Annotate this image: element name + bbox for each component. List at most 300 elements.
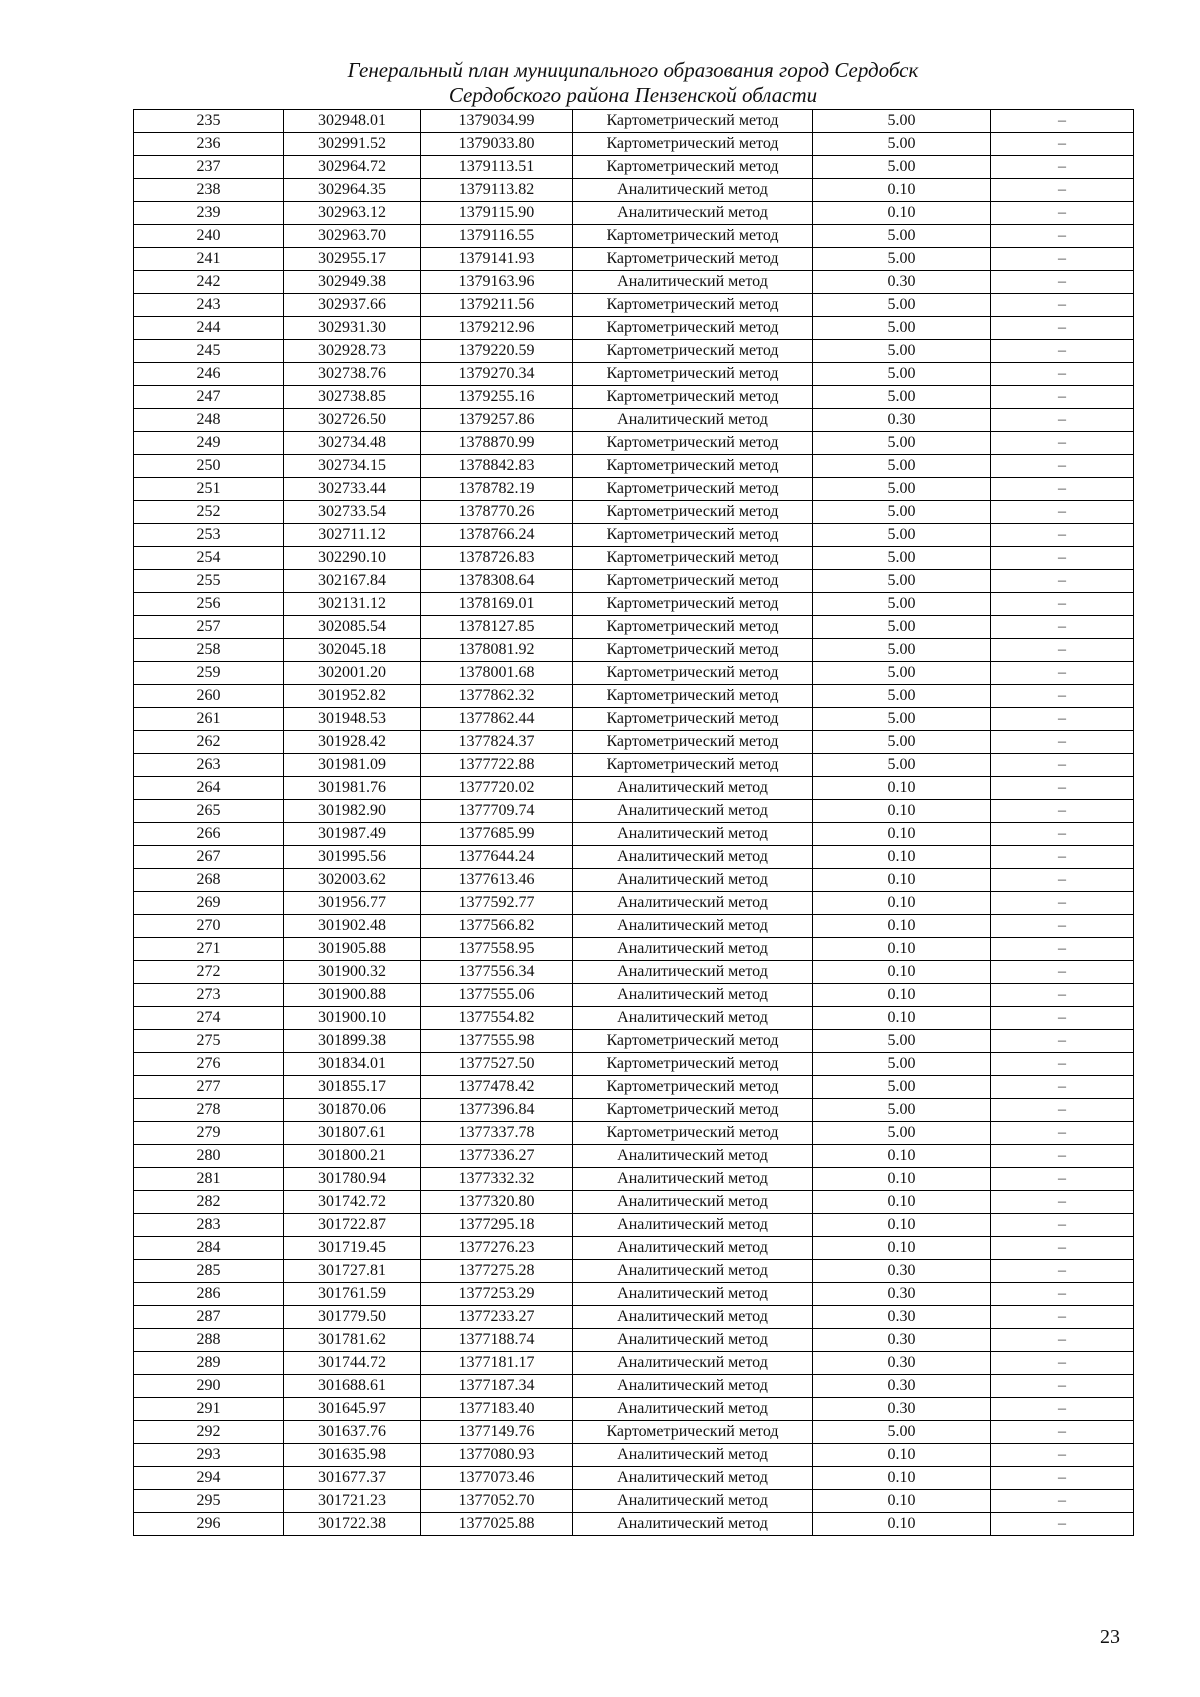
accuracy-cell: 0.10 <box>813 179 991 202</box>
y-coordinate-cell: 1377558.95 <box>421 938 573 961</box>
y-coordinate-cell: 1378782.19 <box>421 478 573 501</box>
table-row <box>134 317 1134 340</box>
note-cell: – <box>991 1329 1134 1352</box>
note-cell: – <box>991 156 1134 179</box>
point-number-cell: 295 <box>134 1490 284 1513</box>
x-coordinate-cell: 302948.01 <box>284 110 421 133</box>
point-number-cell: 256 <box>134 593 284 616</box>
y-coordinate-cell: 1379211.56 <box>421 294 573 317</box>
header-line-1: Генеральный план муниципального образования город Сердобск <box>347 58 919 82</box>
y-coordinate-cell: 1377556.34 <box>421 961 573 984</box>
method-cell: Картометрический метод <box>573 432 813 455</box>
table-row <box>134 915 1134 938</box>
point-number-cell: 243 <box>134 294 284 317</box>
note-cell: – <box>991 685 1134 708</box>
accuracy-cell: 5.00 <box>813 225 991 248</box>
table-row <box>134 478 1134 501</box>
point-number-cell: 276 <box>134 1053 284 1076</box>
x-coordinate-cell: 301995.56 <box>284 846 421 869</box>
x-coordinate-cell: 301742.72 <box>284 1191 421 1214</box>
x-coordinate-cell: 302726.50 <box>284 409 421 432</box>
method-cell: Картометрический метод <box>573 363 813 386</box>
table-row <box>134 1283 1134 1306</box>
accuracy-cell: 5.00 <box>813 133 991 156</box>
accuracy-cell: 5.00 <box>813 616 991 639</box>
table-row <box>134 501 1134 524</box>
point-number-cell: 283 <box>134 1214 284 1237</box>
accuracy-cell: 5.00 <box>813 294 991 317</box>
y-coordinate-cell: 1377187.34 <box>421 1375 573 1398</box>
x-coordinate-cell: 301781.62 <box>284 1329 421 1352</box>
method-cell: Аналитический метод <box>573 1214 813 1237</box>
y-coordinate-cell: 1377613.46 <box>421 869 573 892</box>
y-coordinate-cell: 1379113.82 <box>421 179 573 202</box>
method-cell: Аналитический метод <box>573 202 813 225</box>
table-row <box>134 938 1134 961</box>
method-cell: Аналитический метод <box>573 1191 813 1214</box>
method-cell: Картометрический метод <box>573 248 813 271</box>
x-coordinate-cell: 301905.88 <box>284 938 421 961</box>
note-cell: – <box>991 478 1134 501</box>
x-coordinate-cell: 302964.72 <box>284 156 421 179</box>
x-coordinate-cell: 302991.52 <box>284 133 421 156</box>
y-coordinate-cell: 1377149.76 <box>421 1421 573 1444</box>
table-row <box>134 1191 1134 1214</box>
y-coordinate-cell: 1378308.64 <box>421 570 573 593</box>
accuracy-cell: 0.10 <box>813 1467 991 1490</box>
x-coordinate-cell: 301900.10 <box>284 1007 421 1030</box>
point-number-cell: 296 <box>134 1513 284 1536</box>
note-cell: – <box>991 1421 1134 1444</box>
table-row <box>134 570 1134 593</box>
table-row <box>134 1421 1134 1444</box>
accuracy-cell: 5.00 <box>813 317 991 340</box>
method-cell: Аналитический метод <box>573 1375 813 1398</box>
accuracy-cell: 0.10 <box>813 777 991 800</box>
point-number-cell: 238 <box>134 179 284 202</box>
point-number-cell: 259 <box>134 662 284 685</box>
accuracy-cell: 5.00 <box>813 432 991 455</box>
table-row <box>134 685 1134 708</box>
point-number-cell: 252 <box>134 501 284 524</box>
y-coordinate-cell: 1377295.18 <box>421 1214 573 1237</box>
note-cell: – <box>991 593 1134 616</box>
method-cell: Аналитический метод <box>573 938 813 961</box>
accuracy-cell: 5.00 <box>813 708 991 731</box>
note-cell: – <box>991 248 1134 271</box>
point-number-cell: 270 <box>134 915 284 938</box>
note-cell: – <box>991 1490 1134 1513</box>
x-coordinate-cell: 301722.87 <box>284 1214 421 1237</box>
table-row <box>134 593 1134 616</box>
note-cell: – <box>991 1076 1134 1099</box>
method-cell: Картометрический метод <box>573 501 813 524</box>
x-coordinate-cell: 301744.72 <box>284 1352 421 1375</box>
y-coordinate-cell: 1377025.88 <box>421 1513 573 1536</box>
point-number-cell: 284 <box>134 1237 284 1260</box>
x-coordinate-cell: 302711.12 <box>284 524 421 547</box>
x-coordinate-cell: 301637.76 <box>284 1421 421 1444</box>
table-row <box>134 777 1134 800</box>
x-coordinate-cell: 301900.88 <box>284 984 421 1007</box>
method-cell: Аналитический метод <box>573 892 813 915</box>
y-coordinate-cell: 1377555.06 <box>421 984 573 1007</box>
accuracy-cell: 0.30 <box>813 271 991 294</box>
table-row <box>134 662 1134 685</box>
point-number-cell: 262 <box>134 731 284 754</box>
method-cell: Аналитический метод <box>573 800 813 823</box>
accuracy-cell: 0.30 <box>813 1306 991 1329</box>
point-number-cell: 272 <box>134 961 284 984</box>
x-coordinate-cell: 302045.18 <box>284 639 421 662</box>
table-row <box>134 409 1134 432</box>
table-row <box>134 363 1134 386</box>
y-coordinate-cell: 1379255.16 <box>421 386 573 409</box>
table-row <box>134 1352 1134 1375</box>
point-number-cell: 282 <box>134 1191 284 1214</box>
point-number-cell: 265 <box>134 800 284 823</box>
y-coordinate-cell: 1377336.27 <box>421 1145 573 1168</box>
x-coordinate-cell: 301870.06 <box>284 1099 421 1122</box>
method-cell: Аналитический метод <box>573 1513 813 1536</box>
point-number-cell: 241 <box>134 248 284 271</box>
method-cell: Картометрический метод <box>573 524 813 547</box>
table-row <box>134 225 1134 248</box>
accuracy-cell: 0.10 <box>813 915 991 938</box>
accuracy-cell: 0.30 <box>813 1375 991 1398</box>
accuracy-cell: 5.00 <box>813 639 991 662</box>
note-cell: – <box>991 662 1134 685</box>
point-number-cell: 257 <box>134 616 284 639</box>
y-coordinate-cell: 1379141.93 <box>421 248 573 271</box>
point-number-cell: 240 <box>134 225 284 248</box>
method-cell: Картометрический метод <box>573 386 813 409</box>
accuracy-cell: 5.00 <box>813 340 991 363</box>
y-coordinate-cell: 1377181.17 <box>421 1352 573 1375</box>
note-cell: – <box>991 501 1134 524</box>
x-coordinate-cell: 302949.38 <box>284 271 421 294</box>
accuracy-cell: 0.10 <box>813 846 991 869</box>
accuracy-cell: 0.30 <box>813 1352 991 1375</box>
table-row <box>134 1260 1134 1283</box>
y-coordinate-cell: 1379113.51 <box>421 156 573 179</box>
method-cell: Картометрический метод <box>573 133 813 156</box>
point-number-cell: 294 <box>134 1467 284 1490</box>
point-number-cell: 269 <box>134 892 284 915</box>
method-cell: Картометрический метод <box>573 294 813 317</box>
table-row <box>134 754 1134 777</box>
accuracy-cell: 0.10 <box>813 1168 991 1191</box>
table-row <box>134 248 1134 271</box>
point-number-cell: 253 <box>134 524 284 547</box>
point-number-cell: 250 <box>134 455 284 478</box>
x-coordinate-cell: 302131.12 <box>284 593 421 616</box>
point-number-cell: 293 <box>134 1444 284 1467</box>
accuracy-cell: 0.30 <box>813 1398 991 1421</box>
accuracy-cell: 0.10 <box>813 1007 991 1030</box>
point-number-cell: 271 <box>134 938 284 961</box>
method-cell: Картометрический метод <box>573 593 813 616</box>
y-coordinate-cell: 1377396.84 <box>421 1099 573 1122</box>
accuracy-cell: 0.10 <box>813 892 991 915</box>
point-number-cell: 289 <box>134 1352 284 1375</box>
x-coordinate-cell: 301722.38 <box>284 1513 421 1536</box>
y-coordinate-cell: 1377337.78 <box>421 1122 573 1145</box>
note-cell: – <box>991 1375 1134 1398</box>
method-cell: Аналитический метод <box>573 1283 813 1306</box>
table-row <box>134 1053 1134 1076</box>
y-coordinate-cell: 1379257.86 <box>421 409 573 432</box>
page-number: 23 <box>1100 1626 1120 1648</box>
point-number-cell: 242 <box>134 271 284 294</box>
accuracy-cell: 0.10 <box>813 1191 991 1214</box>
method-cell: Аналитический метод <box>573 1329 813 1352</box>
accuracy-cell: 0.30 <box>813 1283 991 1306</box>
accuracy-cell: 5.00 <box>813 110 991 133</box>
note-cell: – <box>991 1122 1134 1145</box>
y-coordinate-cell: 1377478.42 <box>421 1076 573 1099</box>
accuracy-cell: 5.00 <box>813 478 991 501</box>
method-cell: Картометрический метод <box>573 1122 813 1145</box>
point-number-cell: 237 <box>134 156 284 179</box>
y-coordinate-cell: 1379034.99 <box>421 110 573 133</box>
y-coordinate-cell: 1378770.26 <box>421 501 573 524</box>
y-coordinate-cell: 1379163.96 <box>421 271 573 294</box>
accuracy-cell: 5.00 <box>813 1099 991 1122</box>
accuracy-cell: 0.10 <box>813 1214 991 1237</box>
y-coordinate-cell: 1377183.40 <box>421 1398 573 1421</box>
note-cell: – <box>991 777 1134 800</box>
note-cell: – <box>991 524 1134 547</box>
point-number-cell: 246 <box>134 363 284 386</box>
method-cell: Картометрический метод <box>573 1030 813 1053</box>
table-row <box>134 340 1134 363</box>
note-cell: – <box>991 731 1134 754</box>
method-cell: Картометрический метод <box>573 156 813 179</box>
note-cell: – <box>991 432 1134 455</box>
point-number-cell: 239 <box>134 202 284 225</box>
table-row <box>134 708 1134 731</box>
note-cell: – <box>991 110 1134 133</box>
table-row <box>134 524 1134 547</box>
note-cell: – <box>991 938 1134 961</box>
accuracy-cell: 0.10 <box>813 1237 991 1260</box>
note-cell: – <box>991 1030 1134 1053</box>
header-line-2: Сердобского района Пензенской области <box>448 83 818 107</box>
note-cell: – <box>991 915 1134 938</box>
point-number-cell: 261 <box>134 708 284 731</box>
x-coordinate-cell: 301948.53 <box>284 708 421 731</box>
y-coordinate-cell: 1377527.50 <box>421 1053 573 1076</box>
method-cell: Картометрический метод <box>573 225 813 248</box>
note-cell: – <box>991 869 1134 892</box>
method-cell: Картометрический метод <box>573 110 813 133</box>
table-row <box>134 984 1134 1007</box>
point-number-cell: 254 <box>134 547 284 570</box>
x-coordinate-cell: 301902.48 <box>284 915 421 938</box>
x-coordinate-cell: 302734.15 <box>284 455 421 478</box>
table-row <box>134 1076 1134 1099</box>
accuracy-cell: 5.00 <box>813 1030 991 1053</box>
x-coordinate-cell: 302167.84 <box>284 570 421 593</box>
point-number-cell: 247 <box>134 386 284 409</box>
method-cell: Аналитический метод <box>573 1145 813 1168</box>
note-cell: – <box>991 340 1134 363</box>
x-coordinate-cell: 302963.70 <box>284 225 421 248</box>
x-coordinate-cell: 301987.49 <box>284 823 421 846</box>
table-row <box>134 1214 1134 1237</box>
note-cell: – <box>991 1467 1134 1490</box>
table-row <box>134 1398 1134 1421</box>
x-coordinate-cell: 301721.23 <box>284 1490 421 1513</box>
note-cell: – <box>991 639 1134 662</box>
point-number-cell: 258 <box>134 639 284 662</box>
table-row <box>134 1467 1134 1490</box>
point-number-cell: 281 <box>134 1168 284 1191</box>
note-cell: – <box>991 1191 1134 1214</box>
x-coordinate-cell: 302931.30 <box>284 317 421 340</box>
y-coordinate-cell: 1377052.70 <box>421 1490 573 1513</box>
y-coordinate-cell: 1377275.28 <box>421 1260 573 1283</box>
x-coordinate-cell: 301719.45 <box>284 1237 421 1260</box>
point-number-cell: 273 <box>134 984 284 1007</box>
y-coordinate-cell: 1377253.29 <box>421 1283 573 1306</box>
y-coordinate-cell: 1378766.24 <box>421 524 573 547</box>
x-coordinate-cell: 302085.54 <box>284 616 421 639</box>
y-coordinate-cell: 1378001.68 <box>421 662 573 685</box>
table-row <box>134 1513 1134 1536</box>
y-coordinate-cell: 1377188.74 <box>421 1329 573 1352</box>
accuracy-cell: 0.10 <box>813 984 991 1007</box>
method-cell: Картометрический метод <box>573 731 813 754</box>
method-cell: Аналитический метод <box>573 984 813 1007</box>
point-number-cell: 274 <box>134 1007 284 1030</box>
method-cell: Аналитический метод <box>573 1444 813 1467</box>
method-cell: Аналитический метод <box>573 1306 813 1329</box>
accuracy-cell: 5.00 <box>813 524 991 547</box>
note-cell: – <box>991 294 1134 317</box>
method-cell: Аналитический метод <box>573 409 813 432</box>
note-cell: – <box>991 1214 1134 1237</box>
method-cell: Картометрический метод <box>573 1099 813 1122</box>
table-row <box>134 1490 1134 1513</box>
note-cell: – <box>991 1053 1134 1076</box>
table-row <box>134 455 1134 478</box>
y-coordinate-cell: 1377555.98 <box>421 1030 573 1053</box>
note-cell: – <box>991 1099 1134 1122</box>
accuracy-cell: 0.10 <box>813 961 991 984</box>
note-cell: – <box>991 1444 1134 1467</box>
note-cell: – <box>991 409 1134 432</box>
method-cell: Аналитический метод <box>573 869 813 892</box>
method-cell: Картометрический метод <box>573 547 813 570</box>
point-number-cell: 267 <box>134 846 284 869</box>
method-cell: Аналитический метод <box>573 961 813 984</box>
accuracy-cell: 5.00 <box>813 501 991 524</box>
y-coordinate-cell: 1379220.59 <box>421 340 573 363</box>
accuracy-cell: 0.10 <box>813 823 991 846</box>
method-cell: Картометрический метод <box>573 754 813 777</box>
x-coordinate-cell: 301677.37 <box>284 1467 421 1490</box>
x-coordinate-cell: 301645.97 <box>284 1398 421 1421</box>
accuracy-cell: 0.10 <box>813 869 991 892</box>
x-coordinate-cell: 301807.61 <box>284 1122 421 1145</box>
table-row <box>134 432 1134 455</box>
y-coordinate-cell: 1377554.82 <box>421 1007 573 1030</box>
point-number-cell: 245 <box>134 340 284 363</box>
table-row <box>134 892 1134 915</box>
method-cell: Картометрический метод <box>573 685 813 708</box>
y-coordinate-cell: 1377276.23 <box>421 1237 573 1260</box>
note-cell: – <box>991 455 1134 478</box>
y-coordinate-cell: 1377566.82 <box>421 915 573 938</box>
point-number-cell: 235 <box>134 110 284 133</box>
note-cell: – <box>991 1237 1134 1260</box>
x-coordinate-cell: 302928.73 <box>284 340 421 363</box>
method-cell: Аналитический метод <box>573 1490 813 1513</box>
x-coordinate-cell: 301900.32 <box>284 961 421 984</box>
table-row <box>134 869 1134 892</box>
method-cell: Аналитический метод <box>573 1007 813 1030</box>
y-coordinate-cell: 1379116.55 <box>421 225 573 248</box>
note-cell: – <box>991 708 1134 731</box>
table-row <box>134 547 1134 570</box>
method-cell: Аналитический метод <box>573 915 813 938</box>
x-coordinate-cell: 301834.01 <box>284 1053 421 1076</box>
method-cell: Картометрический метод <box>573 570 813 593</box>
point-number-cell: 286 <box>134 1283 284 1306</box>
y-coordinate-cell: 1379212.96 <box>421 317 573 340</box>
accuracy-cell: 5.00 <box>813 1421 991 1444</box>
point-number-cell: 280 <box>134 1145 284 1168</box>
method-cell: Картометрический метод <box>573 478 813 501</box>
accuracy-cell: 0.10 <box>813 1490 991 1513</box>
point-number-cell: 248 <box>134 409 284 432</box>
x-coordinate-cell: 301688.61 <box>284 1375 421 1398</box>
accuracy-cell: 0.10 <box>813 1444 991 1467</box>
point-number-cell: 278 <box>134 1099 284 1122</box>
table-body <box>134 110 1134 1536</box>
point-number-cell: 291 <box>134 1398 284 1421</box>
method-cell: Аналитический метод <box>573 271 813 294</box>
method-cell: Аналитический метод <box>573 777 813 800</box>
point-number-cell: 255 <box>134 570 284 593</box>
note-cell: – <box>991 846 1134 869</box>
x-coordinate-cell: 302738.76 <box>284 363 421 386</box>
method-cell: Картометрический метод <box>573 708 813 731</box>
y-coordinate-cell: 1378081.92 <box>421 639 573 662</box>
note-cell: – <box>991 1260 1134 1283</box>
method-cell: Аналитический метод <box>573 1168 813 1191</box>
method-cell: Аналитический метод <box>573 1352 813 1375</box>
x-coordinate-cell: 302001.20 <box>284 662 421 685</box>
table-row <box>134 1168 1134 1191</box>
x-coordinate-cell: 301928.42 <box>284 731 421 754</box>
method-cell: Аналитический метод <box>573 1237 813 1260</box>
y-coordinate-cell: 1377592.77 <box>421 892 573 915</box>
note-cell: – <box>991 547 1134 570</box>
table-row <box>134 639 1134 662</box>
accuracy-cell: 5.00 <box>813 1122 991 1145</box>
note-cell: – <box>991 1007 1134 1030</box>
x-coordinate-cell: 301982.90 <box>284 800 421 823</box>
point-number-cell: 264 <box>134 777 284 800</box>
accuracy-cell: 5.00 <box>813 363 991 386</box>
method-cell: Картометрический метод <box>573 1421 813 1444</box>
point-number-cell: 288 <box>134 1329 284 1352</box>
note-cell: – <box>991 892 1134 915</box>
y-coordinate-cell: 1377824.37 <box>421 731 573 754</box>
